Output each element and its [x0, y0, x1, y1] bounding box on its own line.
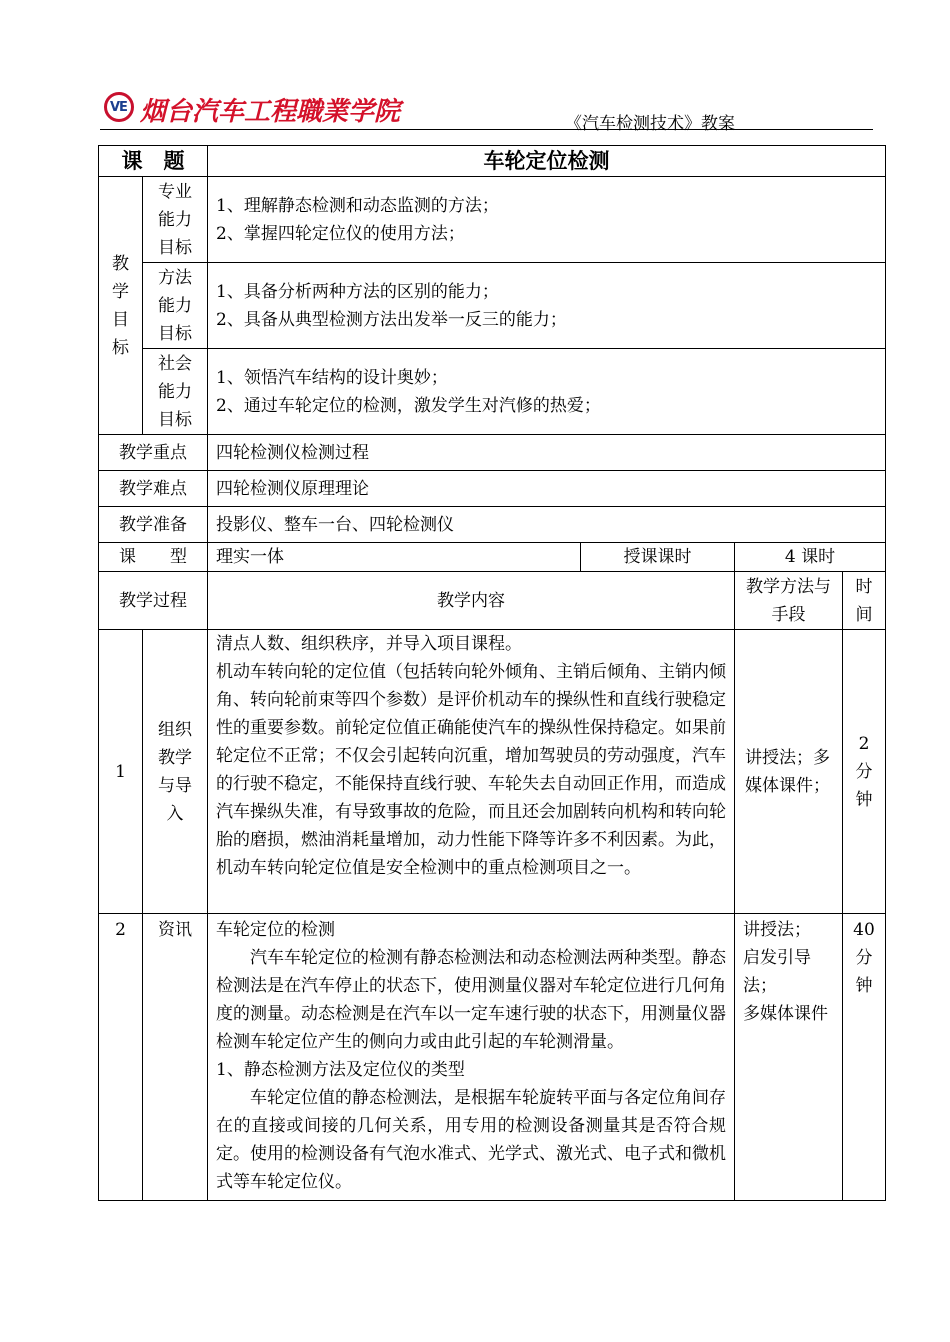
step-name: 组织教学与导入	[143, 630, 208, 914]
key-point-value: 四轮检测仪检测过程	[208, 435, 886, 471]
content-paragraph: 车轮定位的检测	[216, 920, 335, 940]
prep-value: 投影仪、整车一台、四轮检测仪	[208, 507, 886, 543]
topic-label: 课 题	[99, 146, 208, 177]
objective-row	[99, 177, 886, 263]
process-label: 教学过程	[99, 572, 208, 630]
method-label: 教学方法与手段	[735, 572, 843, 630]
type-value: 理实一体	[208, 543, 581, 572]
page-header	[100, 88, 873, 132]
difficulty-value: 四轮检测仪原理理论	[208, 471, 886, 507]
content-paragraph: 汽车车轮定位的检测有静态检测法和动态检测法两种类型。静态检测法是在汽车停止的状态下，使用测量仪器对车轮定位进行几何角度的测量。动态检测是在汽车以一定车速行驶的状态下，用测量仪器检测车轮定位产生的侧向力或由此引起的车轮测滑量。	[216, 948, 726, 1052]
content-paragraph: 车轮定位值的静态检测法，是根据车轮旋转平面与各定位角间存在的直接或间接的几何关系，用专用的检测设备测量其是否符合规定。使用的检测设备有气泡水准式、光学式、激光式、电子式和微机式等车轮定位仪。	[216, 1088, 726, 1192]
method-line: 多媒体课件	[743, 1004, 828, 1024]
type-row	[99, 543, 886, 572]
step-method: 讲授法；多媒体课件；	[735, 630, 843, 914]
objective-item: 1、具备分析两种方法的区别的能力；	[216, 281, 499, 302]
step-row	[99, 630, 886, 914]
objective-item: 1、理解静态检测和动态监测的方法；	[216, 195, 499, 216]
content-label: 教学内容	[208, 572, 735, 630]
hours-label: 授课课时	[581, 543, 735, 572]
method-line: 启发引导法；	[743, 948, 811, 996]
process-header-row	[99, 572, 886, 630]
content-heading: 1、静态检测方法及定位仪的类型	[216, 1060, 465, 1080]
objectives-label: 教学目标	[99, 177, 143, 435]
hours-value: 4 课时	[735, 543, 886, 572]
topic-value: 车轮定位检测	[208, 146, 886, 177]
key-point-row	[99, 435, 886, 471]
lesson-plan-table	[98, 145, 886, 1201]
document-title: 《汽车检测技术》教案	[565, 114, 735, 134]
objective-content	[208, 263, 886, 349]
step-content	[208, 914, 735, 1201]
step-number: 1	[99, 630, 143, 914]
step-content	[208, 630, 735, 914]
step-method	[735, 914, 843, 1201]
objective-content	[208, 177, 886, 263]
objective-item: 1、领悟汽车结构的设计奥妙；	[216, 367, 448, 388]
method-line: 讲授法；	[743, 920, 811, 940]
college-name: 烟台汽车工程職業学院	[140, 97, 401, 127]
college-logo-icon: VE	[104, 92, 134, 122]
header-rule	[100, 129, 873, 130]
step-row	[99, 914, 886, 1201]
key-point-label: 教学重点	[99, 435, 208, 471]
objective-label: 社会能力目标	[143, 349, 208, 435]
difficulty-row	[99, 471, 886, 507]
content-paragraph: 机动车转向轮的定位值（包括转向轮外倾角、主销后倾角、主销内倾角、转向轮前束等四个参数）是评价机动车的操纵性和直线行驶稳定性的重要参数。前轮定位值正确能使汽车的操纵性保持稳定。如果前轮定位不正常；不仅会引起转向沉重，增加驾驶员的劳动强度，汽车的行驶不稳定，不能保持直线行驶、车轮失去自动回正作用，而造成汽车操纵失准，有导致事故的危险，而且还会加剧转向机构和转向轮胎的磨损，燃油消耗量增加，动力性能下降等许多不利因素。为此，机动车转向轮定位值是安全检测中的重点检测项目之一。	[216, 662, 726, 878]
step-name: 资讯	[143, 914, 208, 1201]
step-time: 40分钟	[843, 914, 886, 1201]
objective-row	[99, 349, 886, 435]
objective-item: 2、通过车轮定位的检测，激发学生对汽修的热爱；	[216, 395, 601, 416]
objective-item: 2、具备从典型检测方法出发举一反三的能力；	[216, 309, 567, 330]
content-paragraph: 清点人数、组织秩序，并导入项目课程。	[216, 634, 522, 654]
objective-item: 2、掌握四轮定位仪的使用方法；	[216, 223, 465, 244]
difficulty-label: 教学难点	[99, 471, 208, 507]
time-label: 时间	[843, 572, 886, 630]
type-label: 课 型	[99, 543, 208, 572]
objective-label: 专业能力目标	[143, 177, 208, 263]
objective-label: 方法能力目标	[143, 263, 208, 349]
objective-content	[208, 349, 886, 435]
topic-row	[99, 146, 886, 177]
prep-row	[99, 507, 886, 543]
step-time: 2分钟	[843, 630, 886, 914]
prep-label: 教学准备	[99, 507, 208, 543]
step-number: 2	[99, 914, 143, 1201]
objective-row	[99, 263, 886, 349]
